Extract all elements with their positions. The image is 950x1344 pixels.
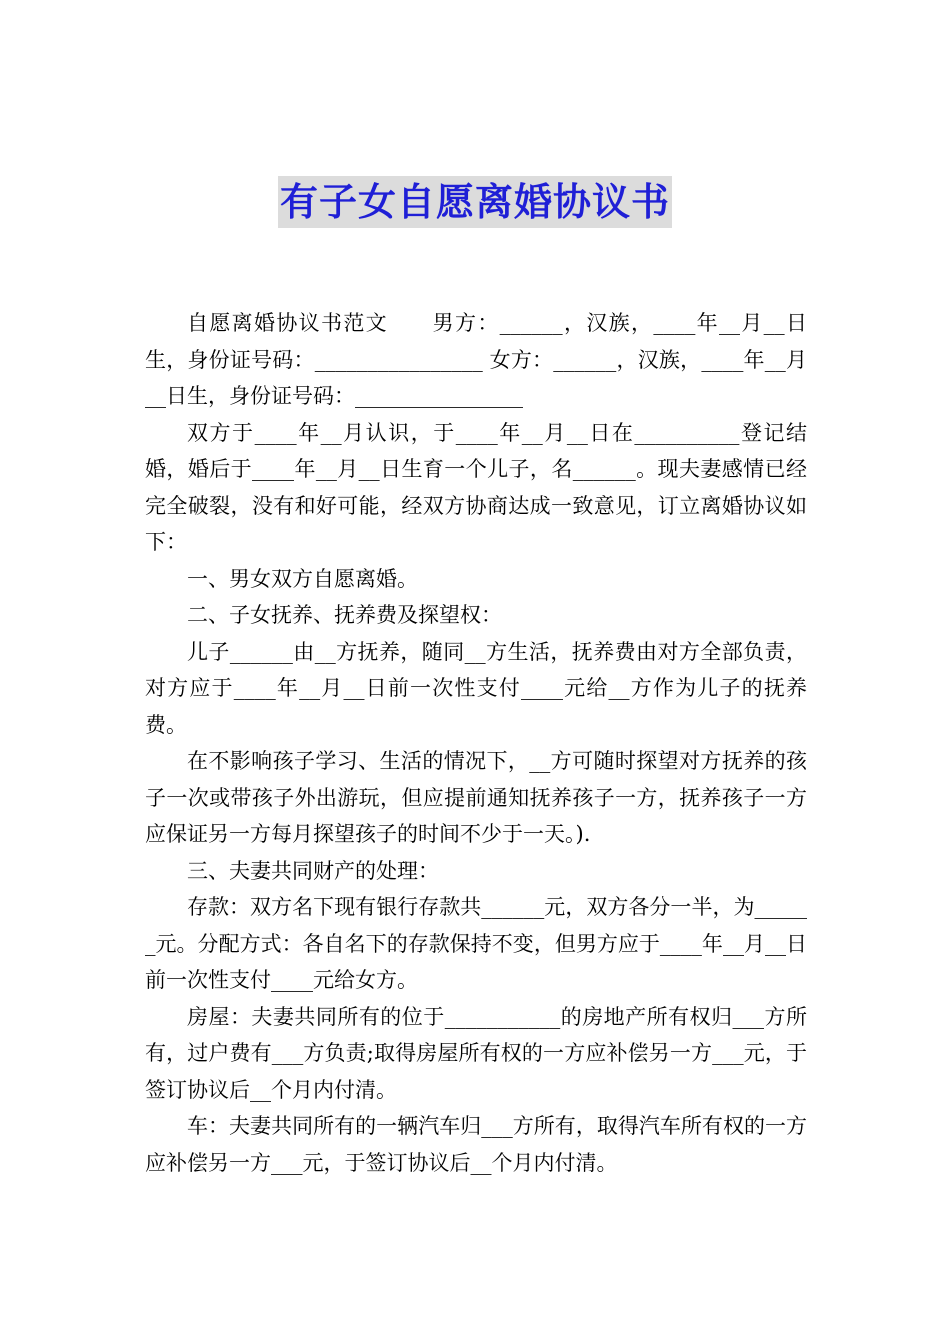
paragraph-visitation: 在不影响孩子学习、生活的情况下，__方可随时探望对方抚养的孩子一次或带孩子外出游玩，但应提前通知抚养孩子一方，抚养孩子一方应保证另一方每月探望孩子的时间不少于一天。). bbox=[145, 749, 807, 846]
paragraph-child-custody: 儿子______由__方抚养，随同__方生活，抚养费由对方全部负责，对方应于____年__月__日前一次性支付____元给__方作为儿子的抚养费。 bbox=[145, 639, 807, 737]
paragraph-car: 车：夫妻共同所有的一辆汽车归___方所有，取得汽车所有权的一方应补偿另一方___元，于签订协议后__个月内付清。 bbox=[145, 1114, 807, 1175]
paragraph-clause-3-heading: 三、夫妻共同财产的处理： bbox=[187, 858, 439, 883]
paragraph-savings: 存款：双方名下现有银行存款共______元，双方各分一半，为______元。分配方式：各自名下的存款保持不变，但男方应于____年__月__日前一次性支付____元给女方。 bbox=[145, 895, 807, 992]
paragraph-marriage-background: 双方于____年__月认识，于____年__月__日在__________登记结婚，婚后于____年__月__日生育一个儿子，名______。现夫妻感情已经完全破裂，没有和好可能，经双方协商达成一致意见，订立离婚协议如下： bbox=[145, 420, 807, 554]
title-container bbox=[0, 176, 950, 228]
paragraph-clause-1: 一、男女双方自愿离婚。 bbox=[187, 566, 418, 591]
paragraph-house: 房屋：夫妻共同所有的位于___________的房地产所有权归___方所有，过户费有___方负责;取得房屋所有权的一方应补偿另一方___元，于签订协议后__个月内付清。 bbox=[145, 1004, 807, 1102]
paragraph-intro-parties: 自愿离婚协议书范文 男方：______，汉族，____年__月__日生，身份证号码：________________ 女方：______，汉族，____年__月__日生，身份证号码：________________ bbox=[145, 311, 807, 408]
document-body bbox=[145, 305, 807, 1181]
document-title: 有子女自愿离婚协议书 bbox=[278, 176, 672, 228]
paragraph-clause-2-heading: 二、子女抚养、抚养费及探望权： bbox=[187, 603, 502, 627]
